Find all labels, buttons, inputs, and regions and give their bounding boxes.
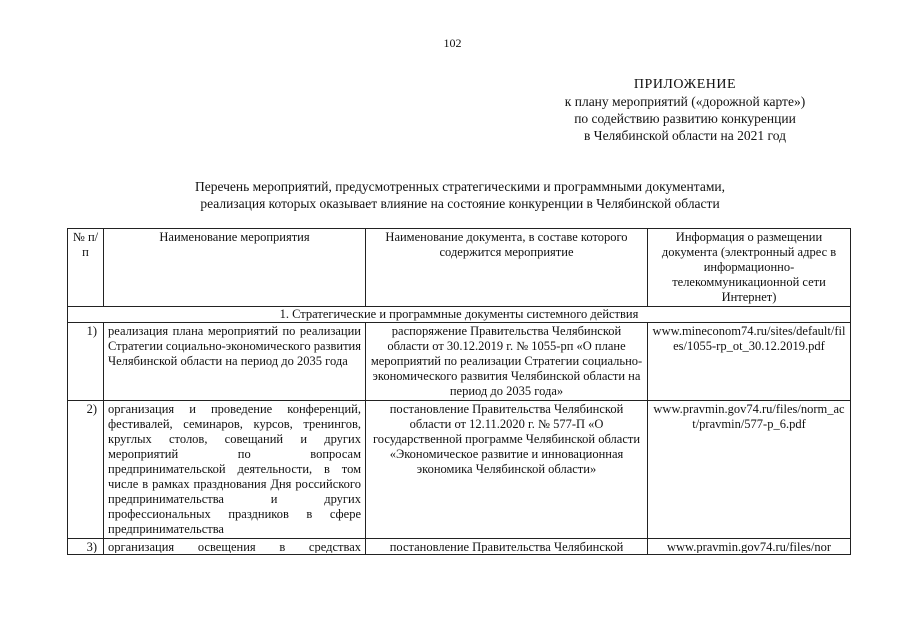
- header-info: Информация о размещении документа (электронный адрес в информационно-телекоммуникационной сети Интернет): [648, 229, 851, 307]
- header-num: № п/п: [68, 229, 104, 307]
- table-header-row: [68, 229, 851, 307]
- row-info: [648, 539, 851, 555]
- row-name: реализация плана мероприятий по реализации Стратегии социально-экономического развития Челябинской области на период до 2035 года: [104, 323, 366, 401]
- row-name: [104, 539, 366, 555]
- appendix-title: ПРИЛОЖЕНИЕ: [633, 77, 737, 92]
- document-title-line-2: реализация которых оказывает влияние на состояние конкуренции в Челябинской области: [200, 196, 720, 211]
- document-title-line-1: Перечень мероприятий, предусмотренных стратегическими и программными документами,: [195, 179, 725, 194]
- row-doc: распоряжение Правительства Челябинской области от 30.12.2019 г. № 1055-рп «О плане мероприятий по реализации Стратегии социально-экономического развития Челябинской области на период до 2035 года»: [366, 323, 648, 401]
- table-row: [68, 323, 851, 401]
- table-row: [68, 401, 851, 539]
- measures-table: [67, 228, 851, 555]
- row-info-text: www.pravmin.gov74.ru/files/nor: [666, 540, 832, 553]
- table-row: [68, 539, 851, 555]
- row-name: организация и проведение конференций, фестивалей, семинаров, курсов, тренингов, круглых столов, совещаний и других мероприятий по вопросам предпринимательской деятельности, в том числе в рамках празднования Дня российского предпринимательства и других профессиональных праздников в сфере предпринимательства: [104, 401, 366, 539]
- row-num: [68, 539, 104, 555]
- header-doc: Наименование документа, в составе которого содержится мероприятие: [366, 229, 648, 307]
- row-doc-text: постановление Правительства Челябинской: [389, 540, 624, 553]
- row-num-text: 3): [86, 540, 97, 553]
- row-info: www.mineconom74.ru/sites/default/files/1055-rp_ot_30.12.2019.pdf: [648, 323, 851, 401]
- row-doc: постановление Правительства Челябинской области от 12.11.2020 г. № 577-П «О государственной программе Челябинской области «Экономическое развитие и инновационная экономика Челябинской области»: [366, 401, 648, 539]
- section-row: [68, 307, 851, 323]
- appendix-line-2: по содействию развитию конкуренции: [574, 111, 796, 126]
- section-title: 1. Стратегические и программные документы системного действия: [68, 307, 851, 323]
- appendix-line-3: в Челябинской области на 2021 год: [584, 128, 786, 143]
- page-number: 102: [443, 36, 462, 50]
- row-info: www.pravmin.gov74.ru/files/norm_act/pravmin/577-p_6.pdf: [648, 401, 851, 539]
- appendix-header: [540, 76, 830, 144]
- header-name: Наименование мероприятия: [104, 229, 366, 307]
- row-name-text: организация освещения в средствах: [108, 540, 361, 553]
- row-num: 1): [68, 323, 104, 401]
- document-title: [100, 178, 820, 212]
- appendix-line-1: к плану мероприятий («дорожной карте»): [564, 94, 806, 109]
- row-doc: [366, 539, 648, 555]
- row-num: 2): [68, 401, 104, 539]
